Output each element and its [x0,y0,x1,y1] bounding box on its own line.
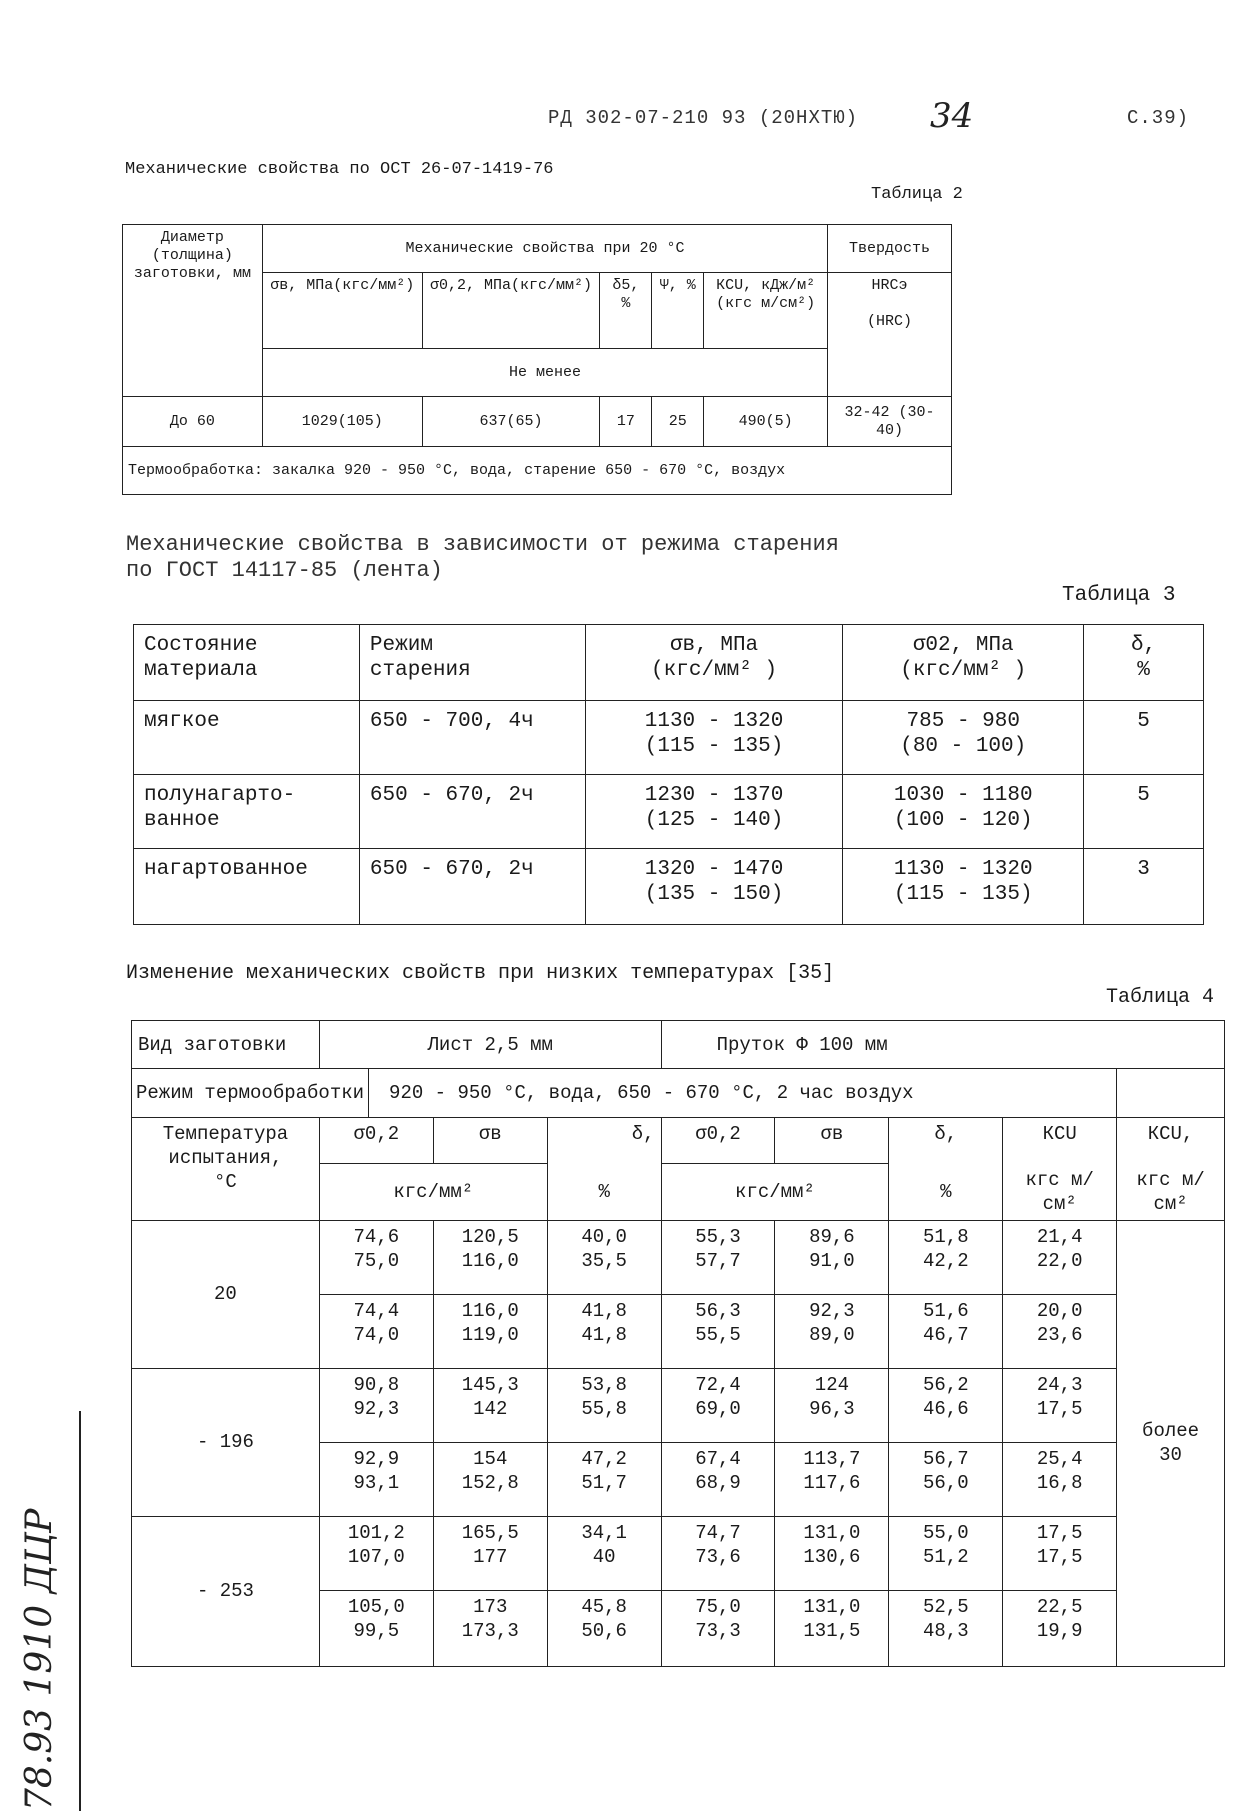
table4-cell: 67,4 68,9 [661,1442,775,1516]
table4-cell: 75,0 73,3 [661,1590,775,1666]
table4 [131,1020,1225,1667]
table4-cell: 89,6 91,0 [775,1220,889,1294]
table2-cell: 1029(105) [262,397,422,447]
table4-cell: 41,8 41,8 [547,1294,661,1368]
table4-cell: 55,3 57,7 [661,1220,775,1294]
table4-cell: 74,6 75,0 [319,1220,433,1294]
table4-cell: 22,5 19,9 [1003,1590,1117,1666]
table4-temp: 20 [132,1220,320,1368]
table2-header-diameter: Диаметр (толщина) заготовки, мм [123,225,263,397]
table3-header-sigma-02: σ02, МПа (кгс/мм² ) [843,625,1084,701]
table4-heat-row [132,1069,1117,1118]
table4-unit-kcu: кгс м/см² [1003,1164,1117,1221]
table4-cell: 47,2 51,7 [547,1442,661,1516]
table2-sub-psi: Ψ, % [652,273,704,349]
table3-cell: 650 - 670, 2ч [359,849,585,925]
table4-header-sb: σв [433,1118,547,1164]
table4-heat-value: 920 - 950 °С, вода, 650 - 670 °С, 2 час воздух [389,1082,914,1104]
table2-header-mech: Механические свойства при 20 °С [262,225,827,273]
table4-header-kcu2: КСU, [1117,1118,1225,1164]
table4-cell: 51,8 42,2 [889,1220,1003,1294]
table4-temp: - 196 [132,1368,320,1516]
table4-cell: 17,5 17,5 [1003,1516,1117,1590]
table4-header-temp: Температура испытания, °С [132,1118,320,1221]
table4-cell: 124 96,3 [775,1368,889,1442]
table4-temp: - 253 [132,1516,320,1666]
table2-cell: До 60 [123,397,263,447]
table4-cell: 56,3 55,5 [661,1294,775,1368]
table4-cell: 24,3 17,5 [1003,1368,1117,1442]
table4-cell: 173 173,3 [433,1590,547,1666]
table3-cell: мягкое [134,701,360,775]
table3-header-sigma-b: σв, МПа (кгс/мм² ) [585,625,843,701]
table3-header-mode: Режим старения [359,625,585,701]
table3-cell: 1130 - 1320 (115 - 135) [843,849,1084,925]
table2-cell: 637(65) [422,397,600,447]
table2-label: Таблица 2 [871,185,963,204]
table4-unit-pct: % [889,1164,1003,1221]
table4-header-sb: σв [775,1118,889,1164]
table4-cell: 40,0 35,5 [547,1220,661,1294]
table3-cell: 5 [1084,701,1204,775]
table3-cell: 1030 - 1180 (100 - 120) [843,775,1084,849]
table3-label: Таблица 3 [1062,584,1176,607]
table4-cell: 145,3 142 [433,1368,547,1442]
table4-header-kcu: КСU [1003,1118,1117,1164]
table4-cell: 51,6 46,7 [889,1294,1003,1368]
table4-cell: 56,2 46,6 [889,1368,1003,1442]
side-handwritten-note: 78.93 1910 ДЦР [19,1411,81,1811]
table4-cell: 131,0 130,6 [775,1516,889,1590]
table3-cell: 785 - 980 (80 - 100) [843,701,1084,775]
table2-note: Термообработка: закалка 920 - 950 °С, вода, старение 650 - 670 °С, воздух [123,447,952,495]
table4-cell: 21,4 22,0 [1003,1220,1117,1294]
table4-unit-kgs: кгс/мм² [661,1164,889,1221]
table4-cell: 72,4 69,0 [661,1368,775,1442]
table4-cell: 131,0 131,5 [775,1590,889,1666]
table3-cell: нагартованное [134,849,360,925]
table4-header-s02: σ0,2 [319,1118,433,1164]
table4-header-type: Вид заготовки [132,1021,320,1069]
table4-cell: 74,4 74,0 [319,1294,433,1368]
table3-cell: 1130 - 1320 (115 - 135) [585,701,843,775]
table4-cell: 20,0 23,6 [1003,1294,1117,1368]
table2-cell: 32-42 (30-40) [828,397,952,447]
table3-cell: 5 [1084,775,1204,849]
table4-header-delta: δ, [889,1118,1003,1164]
table3-cell: 650 - 700, 4ч [359,701,585,775]
table4-cell: 55,0 51,2 [889,1516,1003,1590]
table4-kcu-bar: более 30 [1117,1220,1225,1666]
table4-cell: 154 152,8 [433,1442,547,1516]
table2-caption: Механические свойства по ОСТ 26-07-1419-76 [125,160,554,179]
table3-header-delta: δ, % [1084,625,1204,701]
page-number: С.39) [1127,107,1190,129]
table4-cell: 92,3 89,0 [775,1294,889,1368]
table4-header-bar: Пруток Φ 100 мм [661,1021,1224,1069]
table2-header-hardness: Твердость [828,225,952,273]
table2-sub-sigma-b: σв, МПа(кгс/мм²) [262,273,422,349]
table2-sub-hrc: HRCэ (HRC) [828,273,952,397]
table4-cell: 52,5 48,3 [889,1590,1003,1666]
table4-unit-kgs: кгс/мм² [319,1164,547,1221]
table4-cell: 45,8 50,6 [547,1590,661,1666]
table3 [133,624,1204,925]
table2-sub-sigma-02: σ0,2, МПа(кгс/мм²) [422,273,600,349]
table2-sub-kcu: КСU, кДж/м² (кгс м/см²) [704,273,828,349]
table4-header-sheet: Лист 2,5 мм [319,1021,661,1069]
table4-cell: 105,0 99,5 [319,1590,433,1666]
table4-cell: 53,8 55,8 [547,1368,661,1442]
table3-cell: 3 [1084,849,1204,925]
table3-cell: 650 - 670, 2ч [359,775,585,849]
table4-unit-pct: % [547,1164,661,1221]
table4-header-delta: δ, [547,1118,661,1164]
table4-header-heat: Режим термообработки [132,1069,369,1117]
table2-cell: 490(5) [704,397,828,447]
table3-header-state: Состояние материала [134,625,360,701]
table3-cell: 1230 - 1370 (125 - 140) [585,775,843,849]
table4-cell: 113,7 117,6 [775,1442,889,1516]
table2-sub-delta: δ5, % [600,273,652,349]
table4-cell: 74,7 73,6 [661,1516,775,1590]
table4-heat-blank [1117,1069,1225,1118]
table4-cell: 101,2 107,0 [319,1516,433,1590]
document-code: РД 302-07-210 93 (20НХТЮ) [548,107,859,129]
table2-cell: 17 [600,397,652,447]
table4-caption: Изменение механических свойств при низких температурах [35] [126,962,835,985]
table4-cell: 90,8 92,3 [319,1368,433,1442]
table2 [122,224,952,495]
table2-cell: 25 [652,397,704,447]
handwritten-page-mark: 34 [930,96,974,136]
table4-cell: 165,5 177 [433,1516,547,1590]
table3-caption: Механические свойства в зависимости от режима старения по ГОСТ 14117-85 (лента) [126,532,839,583]
table4-unit-kcu: кгс м/см² [1117,1164,1225,1221]
table4-cell: 116,0 119,0 [433,1294,547,1368]
table4-label: Таблица 4 [1106,986,1215,1009]
table4-cell: 34,1 40 [547,1516,661,1590]
table4-cell: 92,9 93,1 [319,1442,433,1516]
table4-cell: 25,4 16,8 [1003,1442,1117,1516]
table4-cell: 120,5 116,0 [433,1220,547,1294]
table3-cell: полунагарто- ванное [134,775,360,849]
table4-cell: 56,7 56,0 [889,1442,1003,1516]
table3-cell: 1320 - 1470 (135 - 150) [585,849,843,925]
table2-not-less: Не менее [262,349,827,397]
table4-header-s02: σ0,2 [661,1118,775,1164]
